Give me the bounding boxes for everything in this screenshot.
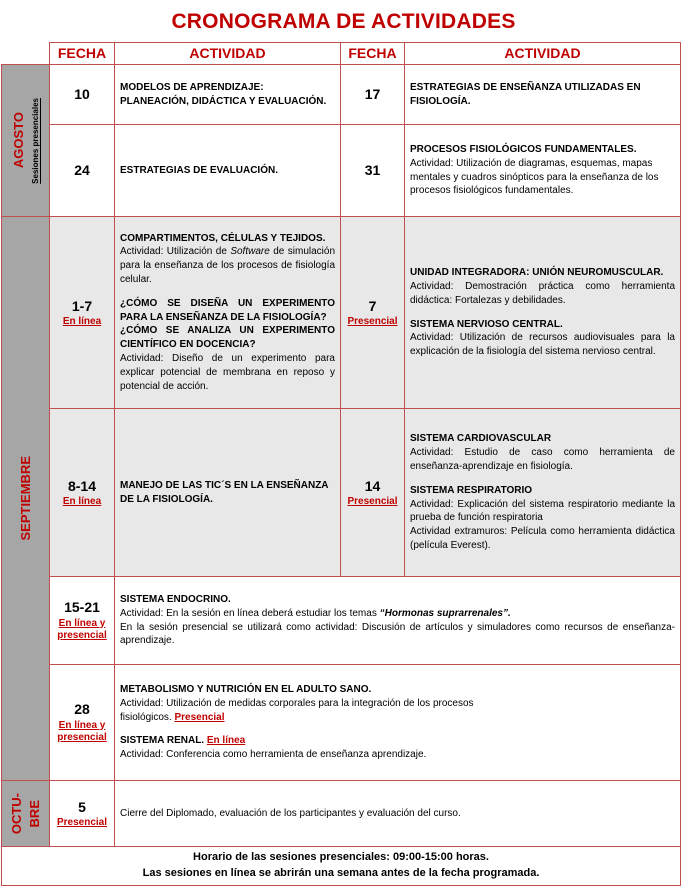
activity-title: ¿CÓMO SE DISEÑA UN EXPERIMENTO PARA LA ENSEÑANZA DE LA FISIOLOGÍA?: [120, 297, 335, 323]
activity-title: SISTEMA RENAL. En línea: [120, 735, 246, 747]
date-value: 5: [78, 798, 86, 815]
activity-cell: MANEJO DE LAS TIC´S EN LA ENSEÑANZA DE LA FISIOLOGÍA.: [115, 409, 341, 577]
month-sublabel: Sesiones presenciales: [30, 97, 40, 184]
activity-title: PROCESOS FISIOLÓGICOS FUNDAMENTALES.: [410, 143, 637, 155]
header-fecha: FECHA: [50, 43, 115, 65]
date-value: 8-14: [67, 477, 97, 494]
mode-label: En línea: [62, 315, 102, 327]
table-row: [2, 577, 681, 665]
activity-cell: [115, 577, 681, 665]
date-cell: 17: [341, 65, 405, 125]
mode-label: Presencial: [56, 816, 108, 828]
activity-cell: Cierre del Diplomado, evaluación de los participantes y evaluación del curso.: [115, 781, 681, 847]
header-actividad: ACTIVIDAD: [115, 43, 341, 65]
date-value: 15-21: [64, 599, 100, 616]
activity-cell: [115, 665, 681, 781]
page-title: CRONOGRAMA DE ACTIVIDADES: [171, 10, 516, 33]
month-label: OCTU-: [8, 792, 24, 835]
activity-text: Actividad: Diseño de un experimento para explicar potencial de membrana en reposo y potencial de acción.: [120, 352, 335, 392]
date-cell: [50, 217, 115, 409]
activity-text: Actividad: Estudio de caso como herramienta de enseñanza-aprendizaje en fisiología.: [410, 447, 675, 472]
activity-text: fisiológicos. Presencial: [120, 711, 225, 723]
mode-label: Presencial: [347, 495, 398, 507]
activity-text: Actividad: Utilización de recursos audiovisuales para la explicación de la fisiología del sistema nervioso central.: [410, 332, 675, 358]
date-cell: [341, 217, 405, 409]
mode-label: Presencial: [174, 711, 225, 723]
activity-title: SISTEMA NERVIOSO CENTRAL.: [410, 318, 563, 330]
month-octubre: [2, 781, 50, 847]
date-value: 1-7: [71, 297, 93, 314]
month-agosto: [2, 65, 50, 217]
table-row: [2, 217, 681, 409]
header-row: [2, 43, 681, 65]
footer-note: Horario de las sesiones presenciales: 09:00-15:00 horas. Las sesiones en línea se abrirán una semana antes de la fecha programada.: [2, 847, 681, 886]
activity-text: Actividad: Explicación del sistema respiratorio mediante la prueba de función respiratoria: [410, 498, 675, 524]
date-cell: [50, 409, 115, 577]
date-cell: [50, 665, 115, 781]
schedule-table: [1, 42, 681, 886]
activity-title: COMPARTIMENTOS, CÉLULAS Y TEJIDOS.: [120, 232, 326, 244]
activity-text: En la sesión presencial se utilizará como actividad: Discusión de artículos y simuladores como recursos de enseñanza-aprendizaje.: [120, 621, 675, 647]
table-row: [2, 125, 681, 217]
date-cell: [341, 409, 405, 577]
mode-label: En línea y presencial: [57, 617, 107, 642]
activity-cell: [115, 217, 341, 409]
activity-cell: [405, 217, 681, 409]
activity-title: SISTEMA RESPIRATORIO: [410, 484, 533, 496]
mode-label: En línea: [206, 735, 246, 747]
date-value: 7: [368, 297, 377, 314]
date-cell: [50, 577, 115, 665]
mode-label: Presencial: [347, 315, 398, 327]
date-value: 14: [364, 477, 381, 494]
table-row: [2, 409, 681, 577]
activity-title: SISTEMA CARDIOVASCULAR: [410, 433, 552, 445]
month-label: BRE: [26, 799, 42, 828]
activity-cell: [405, 409, 681, 577]
activity-title: ¿CÓMO SE ANALIZA UN EXPERIMENTO CIENTÍFICO EN DOCENCIA?: [120, 325, 335, 351]
date-cell: 31: [341, 125, 405, 217]
table-row: [2, 665, 681, 781]
activity-cell: ESTRATEGIAS DE EVALUACIÓN.: [115, 125, 341, 217]
activity-cell: MODELOS DE APRENDIZAJE: PLANEACIÓN, DIDÁCTICA Y EVALUACIÓN.: [115, 65, 341, 125]
activity-title: UNIDAD INTEGRADORA: UNIÓN NEUROMUSCULAR.: [410, 267, 664, 279]
date-cell: 24: [50, 125, 115, 217]
header-fecha-2: FECHA: [341, 43, 405, 65]
activity-text: Actividad: Utilización de Software de simulación para la enseñanza de los procesos de fisiología celular.: [120, 246, 336, 285]
date-value: 28: [74, 701, 90, 718]
table-row: [2, 65, 681, 125]
activity-title: METABOLISMO Y NUTRICIÓN EN EL ADULTO SANO.: [120, 684, 372, 695]
header-actividad-2: ACTIVIDAD: [405, 43, 681, 65]
footer-row: [2, 847, 681, 886]
activity-cell: ESTRATEGIAS DE ENSEÑANZA UTILIZADAS EN FISIOLOGÍA.: [405, 65, 681, 125]
activity-text: Actividad: Conferencia como herramienta de enseñanza aprendizaje.: [120, 749, 427, 761]
date-cell: 10: [50, 65, 115, 125]
mode-label: En línea: [62, 495, 102, 507]
activity-text: Actividad extramuros: Película como herramienta didáctica (película Everest).: [410, 526, 675, 551]
activity-title: SISTEMA ENDOCRINO.: [120, 593, 231, 605]
date-cell: [50, 781, 115, 847]
month-septiembre: [2, 217, 50, 781]
activity-text: Actividad: Utilización de medidas corporales para la integración de los procesos: [120, 697, 474, 709]
activity-cell: [405, 125, 681, 217]
activity-text: Actividad: Demostración práctica como herramienta didáctica: Fortalezas y debilidades.: [410, 280, 675, 306]
month-label: AGOSTO: [11, 112, 27, 169]
activity-text: Actividad: En la sesión en línea deberá estudiar los temas “Hormonas suprarrenales”.: [120, 607, 511, 619]
activity-text: Actividad: Utilización de diagramas, esquemas, mapas mentales y cuadros sinópticos para la enseñanza de los procesos fisiológicos fundamentales.: [410, 157, 659, 197]
table-row: [2, 781, 681, 847]
mode-label: En línea y presencial: [57, 719, 107, 744]
month-label: SEPTIEMBRE: [17, 456, 33, 541]
